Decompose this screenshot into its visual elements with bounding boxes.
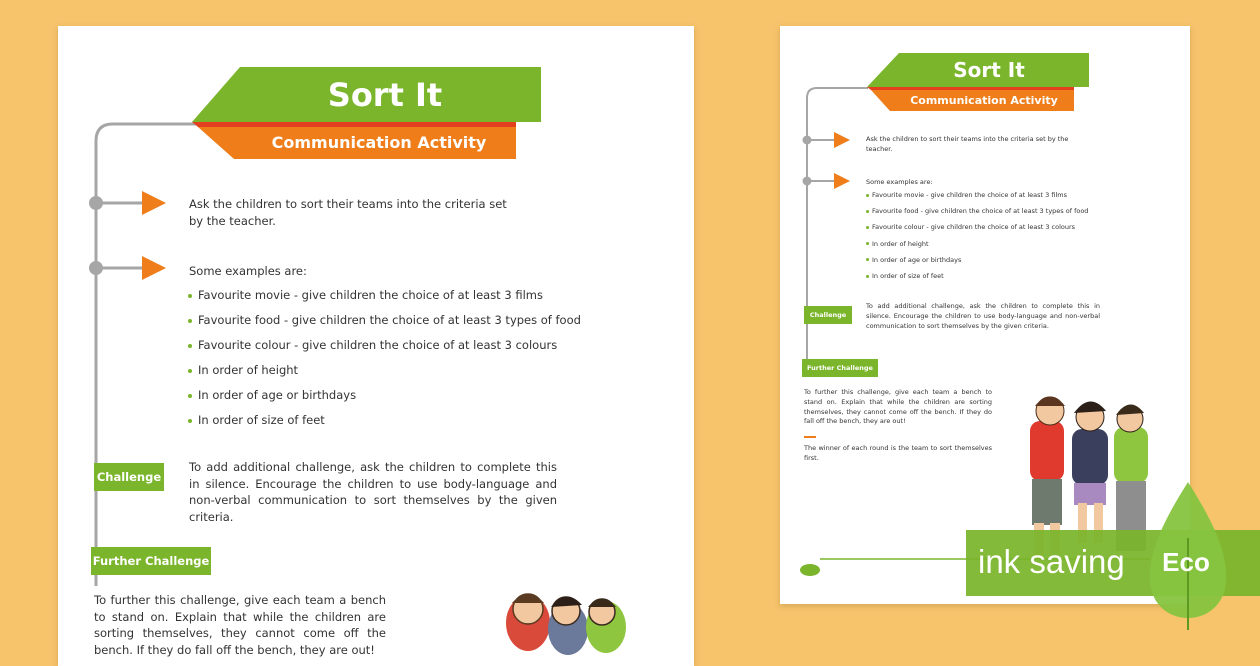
further-challenge-text: To further this challenge, give each team a bench to stand on. Explain that while the children are sorting themselves, they cannot come off the bench. If they do fall off the bench, they are out! bbox=[804, 388, 992, 426]
list-item: Favourite movie - give children the choice of at least 3 films bbox=[198, 283, 628, 308]
list-item: In order of size of feet bbox=[198, 408, 628, 433]
footer-logo bbox=[800, 564, 820, 576]
list-item: In order of height bbox=[198, 358, 628, 383]
worksheet-preview-small bbox=[780, 26, 1190, 604]
step-arrow-1 bbox=[834, 132, 850, 148]
examples-heading: Some examples are: bbox=[189, 264, 307, 278]
list-item: Favourite colour - give children the choice of at least 3 colours bbox=[198, 333, 628, 358]
page-subtitle: Communication Activity bbox=[910, 94, 1058, 107]
step-arrow-2 bbox=[142, 256, 166, 280]
intro-text: Ask the children to sort their teams into the criteria set by the teacher. bbox=[866, 135, 1069, 153]
winner-text: The winner of each round is the team to sort themselves first. bbox=[804, 444, 992, 462]
challenge-tag: Challenge bbox=[804, 306, 852, 324]
children-illustration bbox=[506, 594, 626, 655]
page-title: Sort It bbox=[327, 76, 443, 114]
list-item: Favourite movie - give children the choice of at least 3 films bbox=[872, 187, 1172, 203]
list-item: Favourite food - give children the choice of at least 3 types of food bbox=[198, 308, 628, 333]
list-item: In order of size of feet bbox=[872, 268, 1172, 284]
ink-saving-label: ink saving bbox=[978, 543, 1125, 580]
list-item: Favourite colour - give children the choice of at least 3 colours bbox=[872, 219, 1172, 235]
examples-heading: Some examples are: bbox=[866, 178, 933, 186]
further-challenge-tag: Further Challenge bbox=[91, 547, 211, 575]
challenge-text: To add additional challenge, ask the children to complete this in silence. Encourage the children to use body-language and non-verbal communication to sort themselves by the given criteria. bbox=[866, 302, 1100, 330]
list-item: In order of height bbox=[872, 236, 1172, 252]
list-item: Favourite food - give children the choice of at least 3 types of food bbox=[872, 203, 1172, 219]
examples-list bbox=[198, 283, 628, 433]
examples-list bbox=[872, 187, 1172, 284]
challenge-tag: Challenge bbox=[94, 463, 164, 491]
step-arrow-1 bbox=[142, 191, 166, 215]
page-subtitle: Communication Activity bbox=[271, 133, 487, 152]
list-item: In order of age or birthdays bbox=[198, 383, 628, 408]
further-challenge-text: To further this challenge, give each team a bench to stand on. Explain that while the children are sorting themselves, they cannot come off the bench. If they do fall off the bench, they are out! bbox=[94, 593, 386, 658]
title-stripe bbox=[867, 87, 1074, 90]
list-item: In order of age or birthdays bbox=[872, 252, 1172, 268]
worksheet-preview-large bbox=[58, 26, 694, 666]
eco-label: Eco bbox=[1162, 547, 1210, 577]
challenge-text: To add additional challenge, ask the children to complete this in silence. Encourage the children to use body-language and non-verbal communication to sort themselves by the given criteria. bbox=[189, 460, 557, 525]
intro-text: Ask the children to sort their teams into the criteria set by the teacher. bbox=[189, 197, 507, 228]
timeline-line bbox=[96, 124, 198, 586]
page-title: Sort It bbox=[953, 58, 1025, 82]
step-arrow-2 bbox=[834, 173, 850, 189]
title-stripe bbox=[192, 122, 516, 127]
further-challenge-tag: Further Challenge bbox=[802, 359, 878, 377]
timeline-line bbox=[807, 88, 868, 366]
